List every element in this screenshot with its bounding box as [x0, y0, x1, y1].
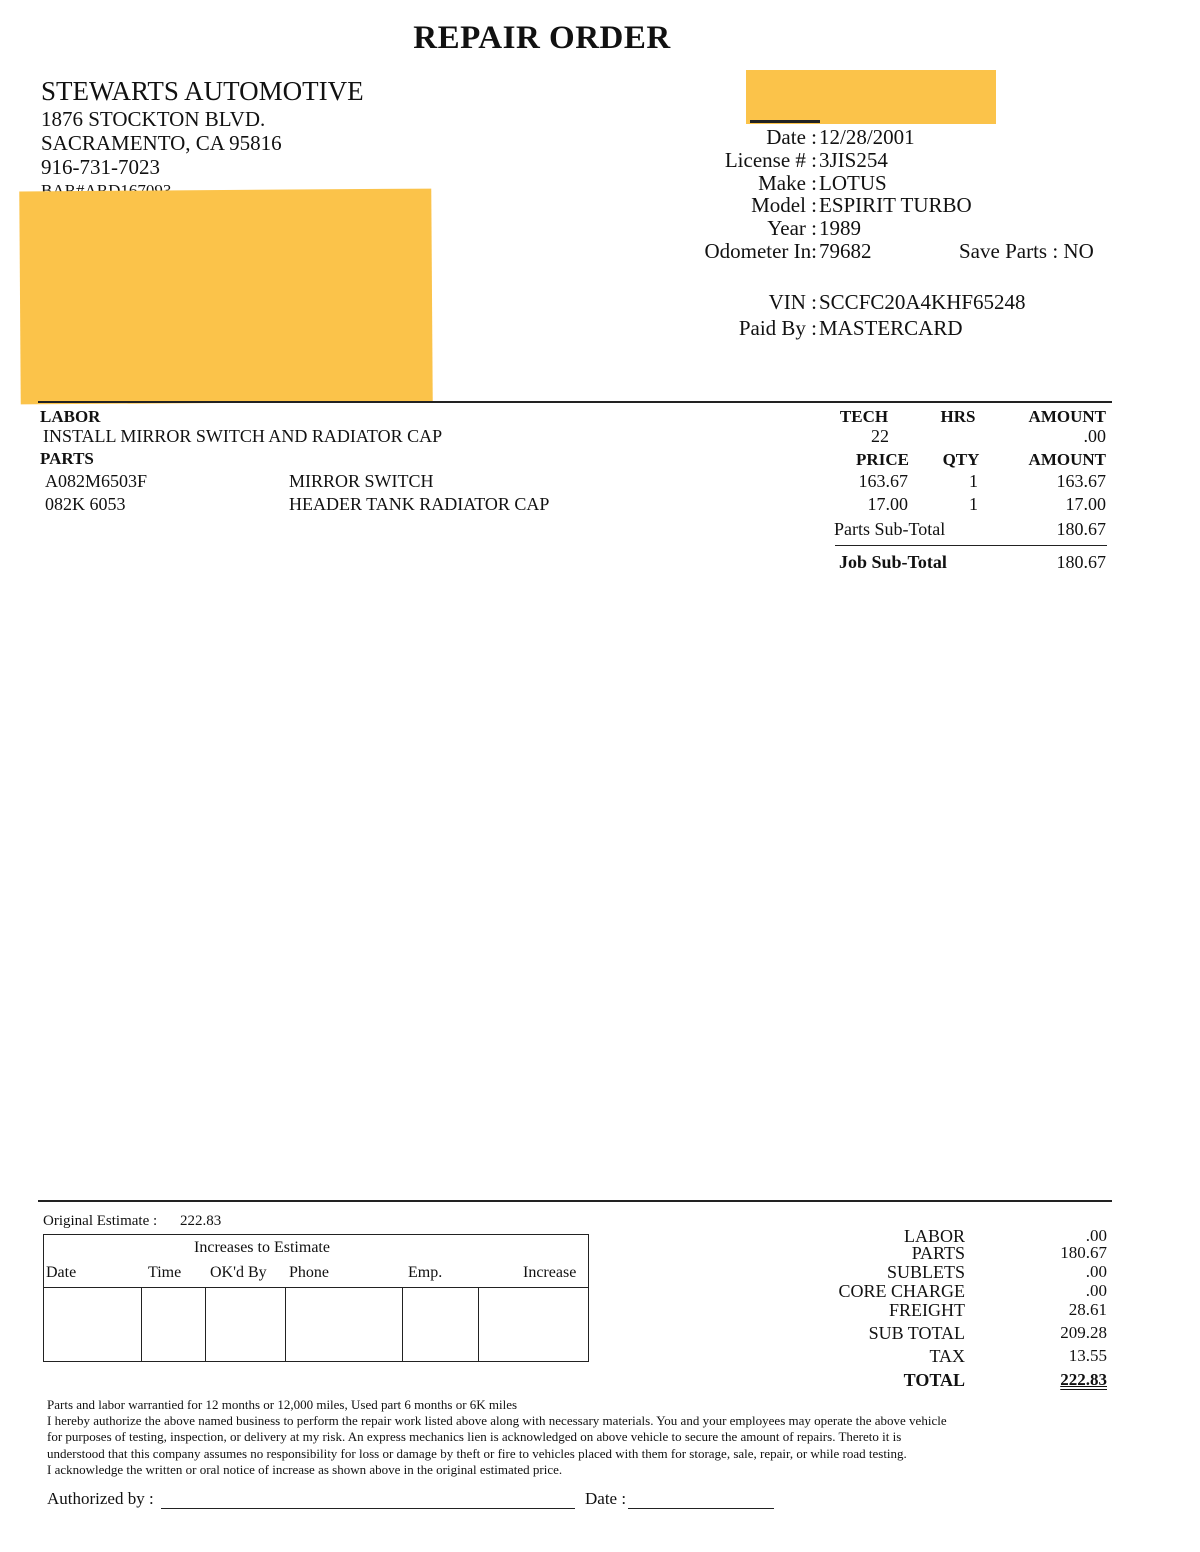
- warranty-text: Parts and labor warrantied for 12 months or 12,000 miles, Used part 6 months or 6K miles: [47, 1397, 518, 1412]
- total-core-charge-value: .00: [1085, 1281, 1107, 1300]
- job-subtotal-label: Job Sub-Total: [839, 552, 947, 572]
- labor-tech-header: TECH: [839, 407, 889, 426]
- increases-to-estimate-table: [43, 1234, 589, 1362]
- parts-price-header: PRICE: [856, 450, 909, 469]
- col-increase: Increase: [523, 1264, 577, 1281]
- authorization-text: for purposes of testing, inspection, or delivery at my risk. An express mechanics lien is acknowledged on above vehicle to secure the amount of repairs. Thereto it is: [47, 1429, 902, 1444]
- part-description: HEADER TANK RADIATOR CAP: [289, 494, 550, 514]
- labor-tech-value: 22: [871, 426, 889, 446]
- parts-amount-header: AMOUNT: [1028, 450, 1106, 469]
- part-qty: 1: [969, 494, 978, 514]
- total-freight-label: FREIGHT: [889, 1300, 965, 1320]
- parts-qty-header: QTY: [942, 450, 980, 469]
- section-divider: [38, 401, 1112, 403]
- license-label: License # :: [724, 148, 817, 172]
- subtotal-label: SUB TOTAL: [868, 1323, 965, 1343]
- total-parts-label: PARTS: [911, 1243, 965, 1263]
- job-subtotal-value: 180.67: [1056, 552, 1106, 572]
- odometer-value: 79682: [819, 239, 872, 263]
- make-value: LOTUS: [819, 171, 887, 195]
- table-column-line: [141, 1287, 142, 1361]
- signature-date-label: Date :: [585, 1489, 627, 1508]
- save-parts: Save Parts : NO: [959, 239, 1094, 263]
- parts-subtotal-value: 180.67: [1056, 519, 1106, 539]
- total-core-charge-label: CORE CHARGE: [838, 1281, 965, 1301]
- col-date: Date: [46, 1264, 77, 1281]
- model-value: ESPIRIT TURBO: [819, 193, 972, 217]
- make-label: Make :: [758, 171, 817, 195]
- table-column-line: [478, 1287, 479, 1361]
- increases-caption: Increases to Estimate: [194, 1239, 330, 1256]
- authorization-text: I hereby authorize the above named business to perform the repair work listed above along with necessary materials. You and your employees may operate the above vehicle: [47, 1413, 947, 1428]
- acknowledgement-text: I acknowledge the written or oral notice of increase as shown above in the original estimated price.: [47, 1462, 563, 1477]
- subtotal-rule: [835, 545, 1107, 546]
- odometer-label: Odometer In:: [704, 239, 817, 263]
- labor-heading: LABOR: [40, 407, 101, 426]
- authorization-text: understood that this company assumes no responsibility for loss or damage by theft or fire to vehicles placed with them for storage, sale, repair, or while road testing.: [47, 1446, 907, 1461]
- table-column-line: [402, 1287, 403, 1361]
- section-divider: [38, 1200, 1112, 1202]
- part-qty: 1: [969, 471, 978, 491]
- part-number: A082M6503F: [45, 471, 148, 491]
- shop-name: STEWARTS AUTOMOTIVE: [41, 76, 364, 106]
- total-parts-value: 180.67: [1060, 1243, 1107, 1262]
- total-labor-label: LABOR: [903, 1226, 965, 1246]
- shop-city: SACRAMENTO, CA 95816: [41, 131, 282, 155]
- shop-address: 1876 STOCKTON BLVD.: [41, 107, 266, 131]
- total-labor-value: .00: [1085, 1226, 1107, 1245]
- subtotal-value: 209.28: [1060, 1323, 1107, 1342]
- original-estimate-value: 222.83: [180, 1213, 222, 1229]
- total-sublets-label: SUBLETS: [886, 1262, 965, 1282]
- total-sublets-value: .00: [1085, 1262, 1107, 1281]
- covered-name-line: [750, 120, 820, 123]
- part-amount: 17.00: [1065, 494, 1106, 514]
- license-value: 3JIS254: [819, 148, 888, 172]
- col-phone: Phone: [289, 1264, 329, 1281]
- authorized-by-line[interactable]: [161, 1508, 575, 1509]
- redaction-sticky-note: [19, 189, 432, 405]
- grand-total-label: TOTAL: [903, 1370, 965, 1390]
- col-emp: Emp.: [408, 1264, 443, 1281]
- part-number: 082K 6053: [45, 494, 126, 514]
- labor-hrs-header: HRS: [940, 407, 976, 426]
- tax-value: 13.55: [1068, 1346, 1107, 1365]
- original-estimate-label: Original Estimate :: [43, 1213, 158, 1229]
- tax-label: TAX: [929, 1346, 965, 1366]
- labor-description: INSTALL MIRROR SWITCH AND RADIATOR CAP: [43, 426, 443, 446]
- part-price: 17.00: [867, 494, 908, 514]
- part-description: MIRROR SWITCH: [289, 471, 434, 491]
- shop-phone: 916-731-7023: [41, 155, 160, 179]
- redaction-sticky-note: [746, 70, 996, 124]
- page-title: REPAIR ORDER: [413, 20, 671, 56]
- vin-value: SCCFC20A4KHF65248: [819, 290, 1026, 314]
- date-label: Date :: [766, 125, 817, 149]
- part-price: 163.67: [858, 471, 908, 491]
- total-freight-value: 28.61: [1068, 1300, 1107, 1319]
- table-column-line: [285, 1287, 286, 1361]
- col-time: Time: [148, 1264, 182, 1281]
- signature-date-line[interactable]: [628, 1508, 774, 1509]
- parts-heading: PARTS: [40, 449, 94, 468]
- part-amount: 163.67: [1056, 471, 1106, 491]
- paid-by-value: MASTERCARD: [819, 316, 963, 340]
- col-okd-by: OK'd By: [210, 1264, 267, 1281]
- table-column-line: [205, 1287, 206, 1361]
- authorized-by-label: Authorized by :: [47, 1489, 154, 1508]
- vin-label: VIN :: [768, 290, 817, 314]
- year-label: Year :: [767, 216, 817, 240]
- parts-subtotal-label: Parts Sub-Total: [834, 519, 946, 539]
- grand-total-value: 222.83: [1060, 1370, 1107, 1389]
- labor-amount-value: .00: [1083, 426, 1106, 446]
- model-label: Model :: [751, 193, 817, 217]
- labor-amount-header: AMOUNT: [1028, 407, 1106, 426]
- year-value: 1989: [819, 216, 861, 240]
- paid-by-label: Paid By :: [738, 316, 817, 340]
- table-rule: [44, 1287, 588, 1288]
- date-value: 12/28/2001: [819, 125, 915, 149]
